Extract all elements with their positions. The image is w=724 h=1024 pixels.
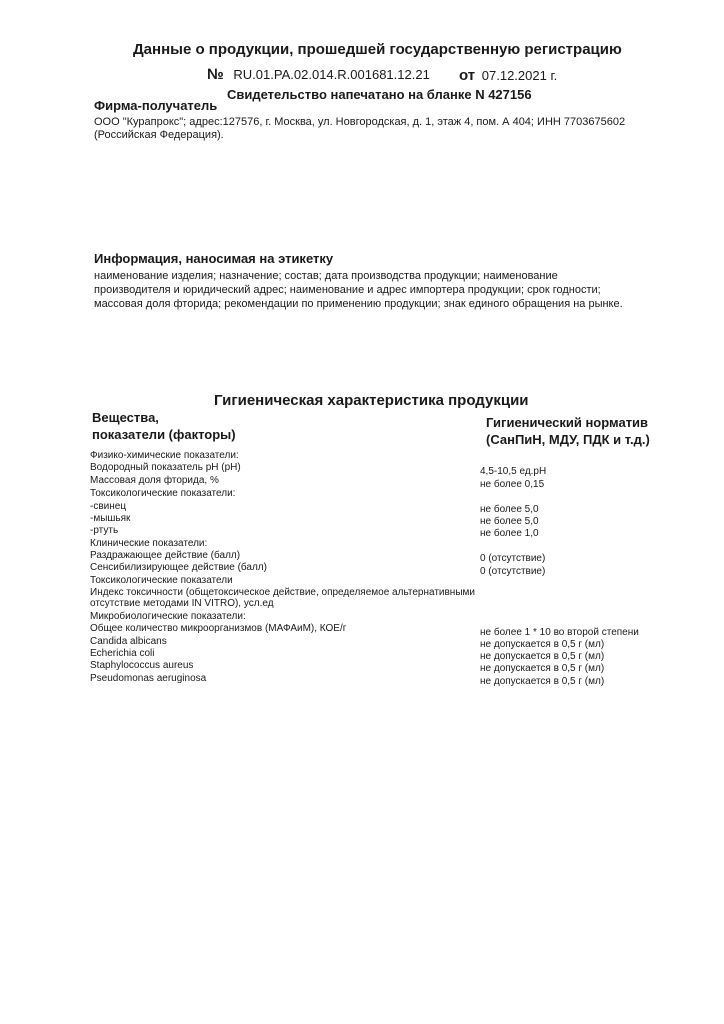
table-row-name: Candida albicans (90, 636, 167, 647)
column-header-substances-line-1: Вещества, (92, 410, 159, 425)
hygiene-heading: Гигиеническая характеристика продукции (214, 392, 529, 409)
table-row-value: не более 5,0 (480, 516, 539, 527)
label-info-line-1: наименование изделия; назначение; состав; дата производства продукции; наименование (94, 270, 558, 282)
column-header-substances-line-2: показатели (факторы) (92, 427, 236, 442)
table-row-name: Микробиологические показатели: (90, 611, 246, 622)
table-row-value: не допускается в 0,5 г (мл) (480, 651, 605, 662)
table-row-value: 0 (отсутствие) (480, 553, 546, 564)
table-row-value: не более 0,15 (480, 479, 545, 490)
table-row-value: не более 5,0 (480, 504, 539, 515)
date-label: от (459, 67, 476, 84)
table-row-name: отсутствие методами IN VITRO), усл.ед (90, 598, 274, 609)
table-row-value: не более 1 * 10 во второй степени (480, 627, 639, 638)
table-row-name: -свинец (90, 501, 127, 512)
table-row-name: Сенсибилизирующее действие (балл) (90, 562, 267, 573)
table-row-name: Токсикологические показатели: (90, 488, 236, 499)
recipient-heading: Фирма-получатель (94, 98, 218, 113)
registration-date: 07.12.2021 г. (481, 68, 558, 83)
table-row-name: Echerichia coli (90, 648, 155, 659)
page-title: Данные о продукции, прошедшей государственную регистрацию (133, 41, 622, 58)
table-row-name: Физико-химические показатели: (90, 450, 239, 461)
column-header-norm-line-2: (СанПиН, МДУ, ПДК и т.д.) (486, 432, 650, 447)
table-row-value: 4,5-10,5 ед.pH (480, 466, 547, 477)
table-row-value: не допускается в 0,5 г (мл) (480, 676, 605, 687)
recipient-line-1: ООО "Курапрокс"; адрес:127576, г. Москва, ул. Новгородская, д. 1, этаж 4, пом. А 404; ИНН 7703675602 (94, 116, 626, 128)
label-info-heading: Информация, наносимая на этикетку (94, 251, 334, 266)
table-row-name: Водородный показатель pH (pH) (90, 462, 241, 473)
table-row-name: Раздражающее действие (балл) (90, 550, 241, 561)
label-info-line-2: производителя и юридический адрес; наименование и адрес импортера продукции; срок годности; (94, 284, 601, 296)
table-row-name: Staphylococcus aureus (90, 660, 194, 671)
registration-date-line (459, 67, 557, 84)
certificate-line: Свидетельство напечатано на бланке N 427156 (227, 87, 532, 102)
table-row-name: -ртуть (90, 525, 119, 536)
table-row-name: -мышьяк (90, 513, 131, 524)
column-header-norm (486, 414, 650, 448)
table-row-value: 0 (отсутствие) (480, 566, 546, 577)
table-row-name: Клинические показатели: (90, 538, 208, 549)
table-row-name: Массовая доля фторида, % (90, 475, 219, 486)
table-row-value: не допускается в 0,5 г (мл) (480, 663, 605, 674)
table-row-name: Токсикологические показатели (90, 575, 233, 586)
registration-number: RU.01.РА.02.014.R.001681.12.21 (233, 67, 430, 82)
table-row-value: не допускается в 0,5 г (мл) (480, 639, 605, 650)
column-header-substances (92, 409, 236, 443)
number-sign: № (207, 66, 224, 83)
table-row-name: Общее количество микроорганизмов (МАФАиМ), КОЕ/г (90, 623, 347, 634)
registration-number-line (207, 66, 430, 83)
recipient-line-2: (Российская Федерация). (94, 129, 224, 141)
column-header-norm-line-1: Гигиенический норматив (486, 415, 649, 430)
table-row-value: не более 1,0 (480, 528, 539, 539)
table-row-name: Индекс токсичности (общетоксическое действие, определяемое альтернативными (90, 587, 475, 598)
label-info-line-3: массовая доля фторида; рекомендации по применению продукции; знак единого обращения на рынке. (94, 298, 623, 310)
table-row-name: Pseudomonas aeruginosa (90, 673, 207, 684)
